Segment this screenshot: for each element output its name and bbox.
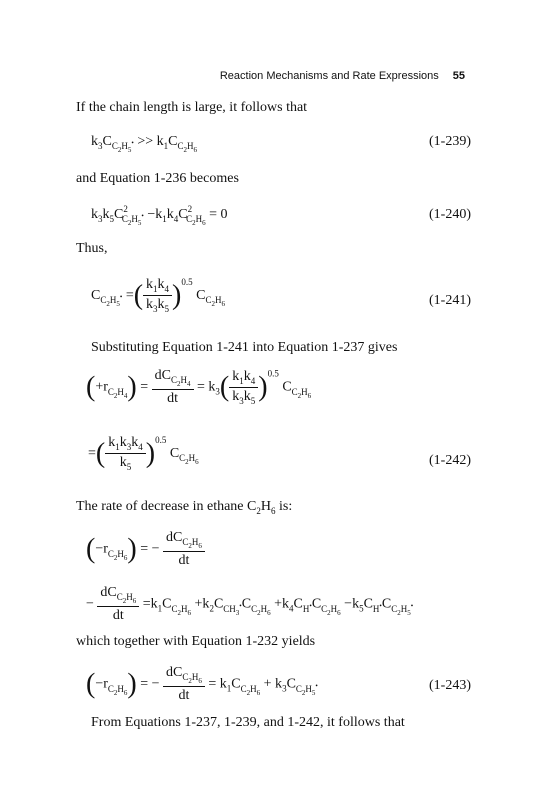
running-header xyxy=(220,70,465,82)
page-number: 55 xyxy=(452,70,465,82)
equation-ethane-balance: − $\frac{dC_{C_2H_6}}{dt}$ $=k_1C_{C_2H_6} +k_2C_{CH_3^•}C_{C_2H_6} +k_4C_{H^•}C_{C_2H_6} -k_5C_{H^•}C_{C_2H_5^•}$ xyxy=(86,585,414,623)
exponent-1-242b: 0.5 xyxy=(155,435,167,445)
equation-1-243: $(-r_{C_2H_6})$ = − $\frac{dC_{C_2H_6}}{dt}$ = $k_1C_{C_2H_6} + k_3C_{C_2H_5^•}$ xyxy=(86,665,318,703)
exponent-1-241: 0.5 xyxy=(181,277,193,287)
paragraph-4: Substituting Equation 1-241 into Equation 1-237 gives xyxy=(91,340,398,355)
paragraph-1: If the chain length is large, it follows that xyxy=(76,100,308,115)
equation-ethane-rate: $(-r_{C_2H_6})$ = − $\frac{dC_{C_2H_6}}{dt}$ xyxy=(86,530,205,569)
equation-1-242-line-2: =( $\frac{k_1k_3k_4}{k_5}$ )$^{0.5}$ $C_{C_2H_6}$ xyxy=(88,435,199,473)
equation-number-1-243: (1-243) xyxy=(429,678,471,693)
paragraph-3: Thus, xyxy=(76,241,108,256)
paragraph-6: which together with Equation 1-232 yields xyxy=(76,634,316,649)
equation-number-1-242: (1-242) xyxy=(429,453,471,468)
equation-number-1-239: (1-239) xyxy=(429,134,471,149)
equation-1-242-line-1: $(+r_{C_2H_4})$ = $\frac{dC_{C_2H_4}}{dt}$ = $k_3$( $\frac{k_1k_4}{k_3k_5}$ )$^{0.5}$ $C_{C_2H_6}$ xyxy=(86,368,312,406)
paragraph-7: From Equations 1-237, 1-239, and 1-242, it follows that xyxy=(91,715,405,730)
equation-number-1-241: (1-241) xyxy=(429,293,471,308)
equation-number-1-240: (1-240) xyxy=(429,207,471,222)
paragraph-5: The rate of decrease in ethane $C_2H_6$ is: xyxy=(76,499,293,516)
exponent-1-242a: 0.5 xyxy=(267,368,279,379)
header-title: Reaction Mechanisms and Rate Expressions xyxy=(219,70,439,82)
equation-1-241: $C_{C_2H_5^•}$ =( $\frac{k_1k_4}{k_3k_5}$ )$^{0.5}$ $C_{C_2H_6}$ xyxy=(91,277,225,315)
paragraph-2: and Equation 1-236 becomes xyxy=(76,171,239,186)
equation-1-240: $k_3k_5C^2_{C_2H_5^•} -k_1k_4C^2_{C_2H_6} = 0$ xyxy=(91,204,228,227)
equation-1-239: $k_3C_{C_2H_5^•} >> k_1C_{C_2H_6}$ xyxy=(91,134,197,154)
